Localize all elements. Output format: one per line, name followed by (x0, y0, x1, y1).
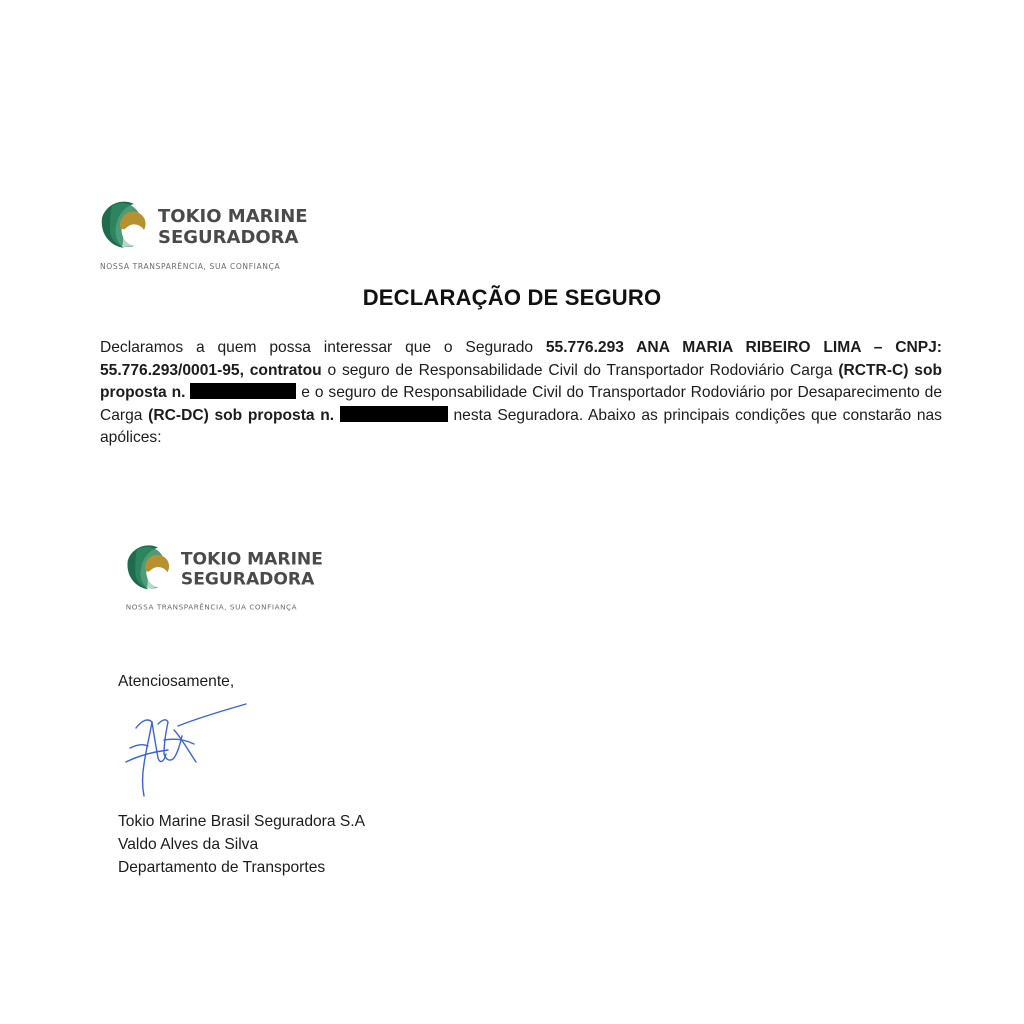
text-segment: nesta Seguradora. Abaixo as principais condições que constarão nas apólices: (100, 406, 942, 446)
document-title: DECLARAÇÃO DE SEGURO (362, 285, 662, 310)
declaration-paragraph (100, 337, 942, 450)
brand-tagline: NOSSA TRANSPARÊNCIA, SUA CONFIANÇA (100, 262, 281, 271)
company-logo (96, 196, 336, 276)
redacted-proposal-number (190, 383, 296, 399)
signer-company: Tokio Marine Brasil Seguradora S.A (118, 813, 366, 830)
rcdc-proposal-label: (RC-DC) sob proposta n. (148, 406, 335, 424)
brand-tagline: NOSSA TRANSPARÊNCIA, SUA CONFIANÇA (125, 602, 298, 612)
signer-block (118, 810, 365, 879)
handwritten-signature (118, 700, 253, 805)
tokio-marine-logo-icon (96, 196, 336, 276)
closing-salutation: Atenciosamente, (118, 673, 235, 690)
redacted-proposal-number (340, 406, 448, 422)
rctrc-proposal-label: (RCTR-C) sob proposta n. (100, 361, 942, 401)
logo-emblem (127, 545, 169, 589)
company-logo-footer (116, 540, 356, 616)
brand-name-line2: SEGURADORA (180, 569, 315, 590)
brand-name-line2: SEGURADORA (158, 227, 299, 248)
text-segment: e o seguro de Responsabilidade Civil do Transportador Rodoviário por Desaparecimento de Carga (100, 384, 942, 424)
logo-emblem (98, 200, 146, 248)
brand-name-line1: TOKIO MARINE (180, 549, 323, 570)
signer-name: Valdo Alves da Silva (118, 836, 259, 853)
text-segment: Declaramos a quem possa interessar que o Segurado (100, 339, 546, 356)
signature-icon (118, 700, 253, 805)
text-segment: o seguro de Responsabilidade Civil do Transportador Rodoviário Carga (321, 361, 839, 379)
tokio-marine-logo-icon (116, 540, 356, 616)
signer-department: Departamento de Transportes (118, 859, 326, 876)
insured-info: 55.776.293 ANA MARIA RIBEIRO LIMA – CNPJ: 55.776.293/0001-95, contratou (100, 339, 942, 379)
brand-name-line1: TOKIO MARINE (158, 206, 308, 227)
